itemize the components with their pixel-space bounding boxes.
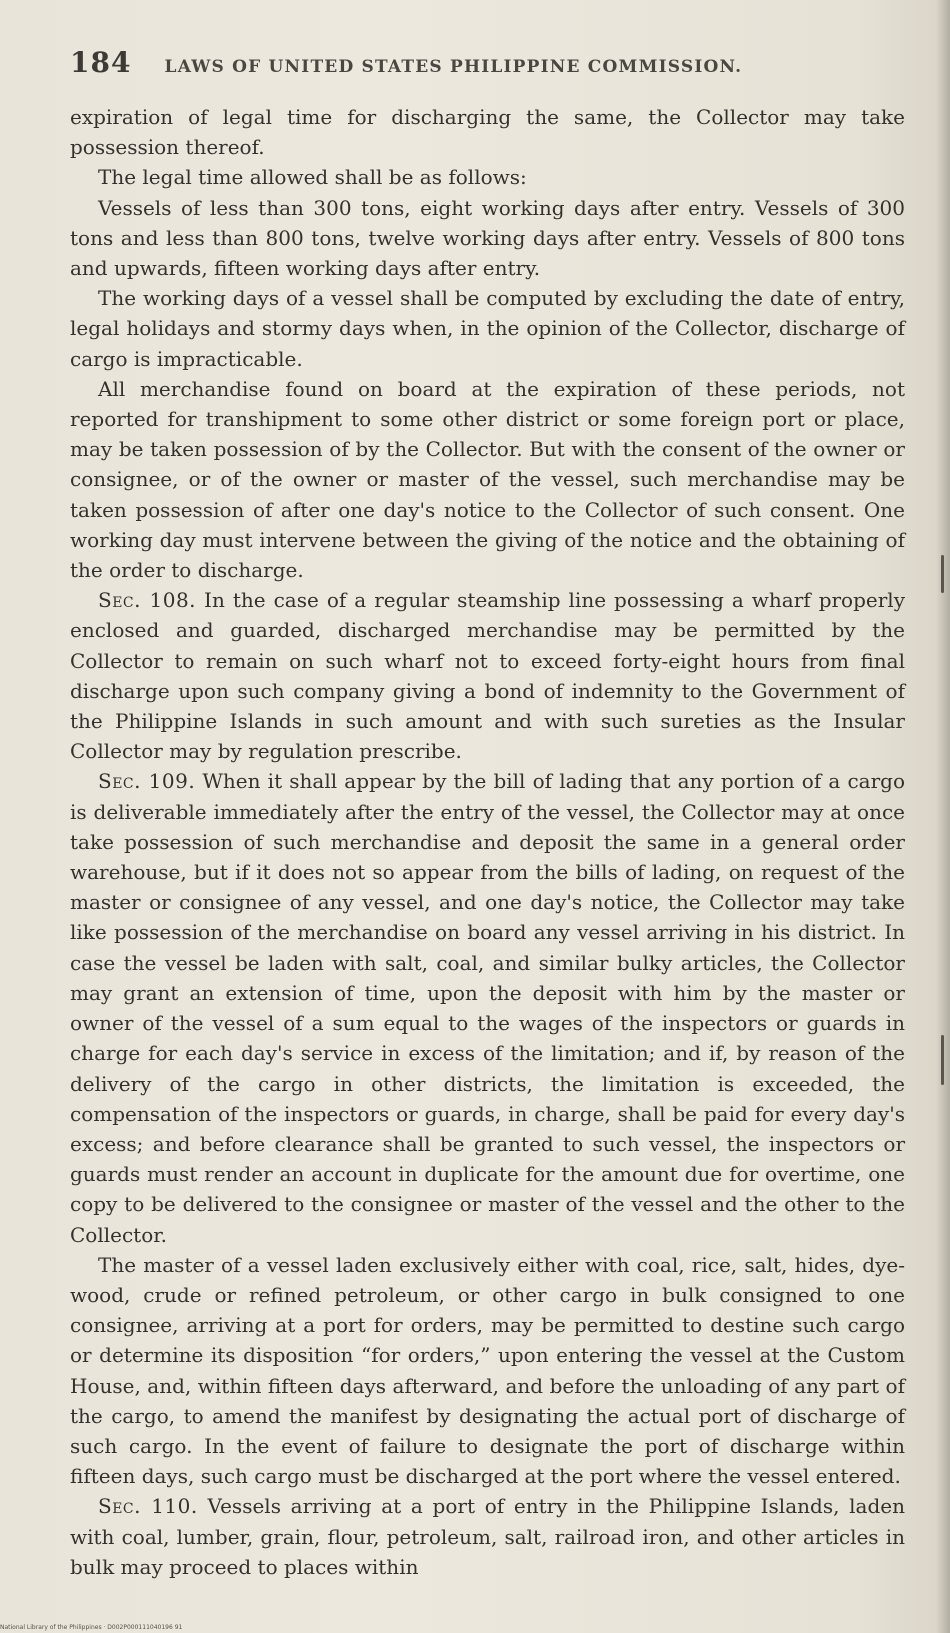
- paragraph-text: All merchandise found on board at the expiration of these periods, not reported for transhipment to some other district or some foreign port or place, may be taken possession of by the Collector. But with the consent of the owner or consignee, or of the owner or master of the vessel, such merchandise may be taken possession of after one day's notice to the Collector of such consent. One working day must intervene between the giving of the notice and the obtaining of the order to discharge.: [70, 376, 905, 583]
- paragraph: [70, 193, 905, 284]
- paragraph: [70, 283, 905, 374]
- paragraph-text: expiration of legal time for discharging the same, the Collector may take possession thereof.: [70, 105, 905, 160]
- section-108: [70, 585, 905, 766]
- paragraph: [70, 162, 905, 192]
- page-edge-shadow: [936, 0, 950, 1633]
- paragraph: [70, 102, 905, 162]
- paragraph-text: The working days of a vessel shall be computed by excluding the date of entry, legal holidays and stormy days when, in the opinion of the Collector, discharge of cargo is impracticable.: [70, 286, 905, 371]
- scan-credit: National Library of the Philippines · D002P000111040196 91: [0, 1624, 183, 1631]
- section-label: Sec. 108.: [98, 588, 197, 613]
- paragraph-text: In the case of a regular steamship line possessing a wharf properly enclosed and guarded, discharged merchandise may be permitted by the Collector to remain on such wharf not to exceed forty-eight hours from final discharge upon such company giving a bond of indemnity to the Government of the Philippine Islands in such amount and with such sureties as the Insular Collector may by regulation prescribe.: [70, 588, 905, 764]
- paragraph-text: Vessels of less than 300 tons, eight working days after entry. Vessels of 300 tons and less than 800 tons, twelve working days after entry. Vessels of 800 tons and upwards, fifteen working days after entry.: [70, 195, 905, 281]
- section-label: Sec. 110.: [98, 1494, 198, 1519]
- paragraph-text: The master of a vessel laden exclusively either with coal, rice, salt, hides, dye-wood, crude or refined petroleum, or other cargo in bulk consigned to one consignee, arriving at a port for orders, may be permitted to destine such cargo or determine its disposition “for orders,” upon entering the vessel at the Custom House, and, within fifteen days afterward, and before the unloading of any part of the cargo, to amend the manifest by designating the actual port of discharge of such cargo. In the event of failure to designate the port of discharge within fifteen days, such cargo must be discharged at the port where the vessel entered.: [70, 1252, 905, 1489]
- body-text: [70, 102, 905, 1582]
- section-label: Sec. 109.: [98, 769, 196, 794]
- page-header: [70, 46, 900, 86]
- running-head: LAWS OF UNITED STATES PHILIPPINE COMMISSION.: [164, 57, 743, 77]
- paragraph-text: Vessels arriving at a port of entry in the Philippine Islands, laden with coal, lumber, grain, flour, petroleum, salt, railroad iron, and other articles in bulk may proceed to places within: [70, 1494, 905, 1579]
- section-109: [70, 766, 905, 1249]
- page-edge-mark: [941, 1035, 944, 1085]
- page-number: 184: [70, 46, 132, 79]
- paragraph: [70, 1250, 905, 1492]
- page-edge-mark: [941, 555, 944, 593]
- section-110: [70, 1491, 905, 1582]
- paragraph-text: When it shall appear by the bill of lading that any portion of a cargo is deliverable immediately after the entry of the vessel, the Collector may at once take possession of such merchandise and deposit the same in a general order warehouse, but if it does not so appear from the bills of lading, on request of the master or consignee of any vessel, and one day's notice, the Collector may take like possession of the merchandise on board any vessel arriving in his district. In case the vessel be laden with salt, coal, and similar bulky articles, the Collector may grant an extension of time, upon the deposit with him by the master or owner of the vessel of a sum equal to the wages of the inspectors or guards in charge for each day's service in excess of the limitation; and if, by reason of the delivery of the cargo in other districts, the limitation is exceeded, the compensation of the inspectors or guards, in charge, shall be paid for every day's excess; and before clearance shall be granted to such vessel, the inspectors or guards must render an account in duplicate for the amount due for overtime, one copy to be delivered to the consignee or master of the vessel and the other to the Collector.: [70, 769, 906, 1247]
- paragraph: [70, 374, 905, 585]
- paragraph-text: The legal time allowed shall be as follows:: [98, 165, 527, 190]
